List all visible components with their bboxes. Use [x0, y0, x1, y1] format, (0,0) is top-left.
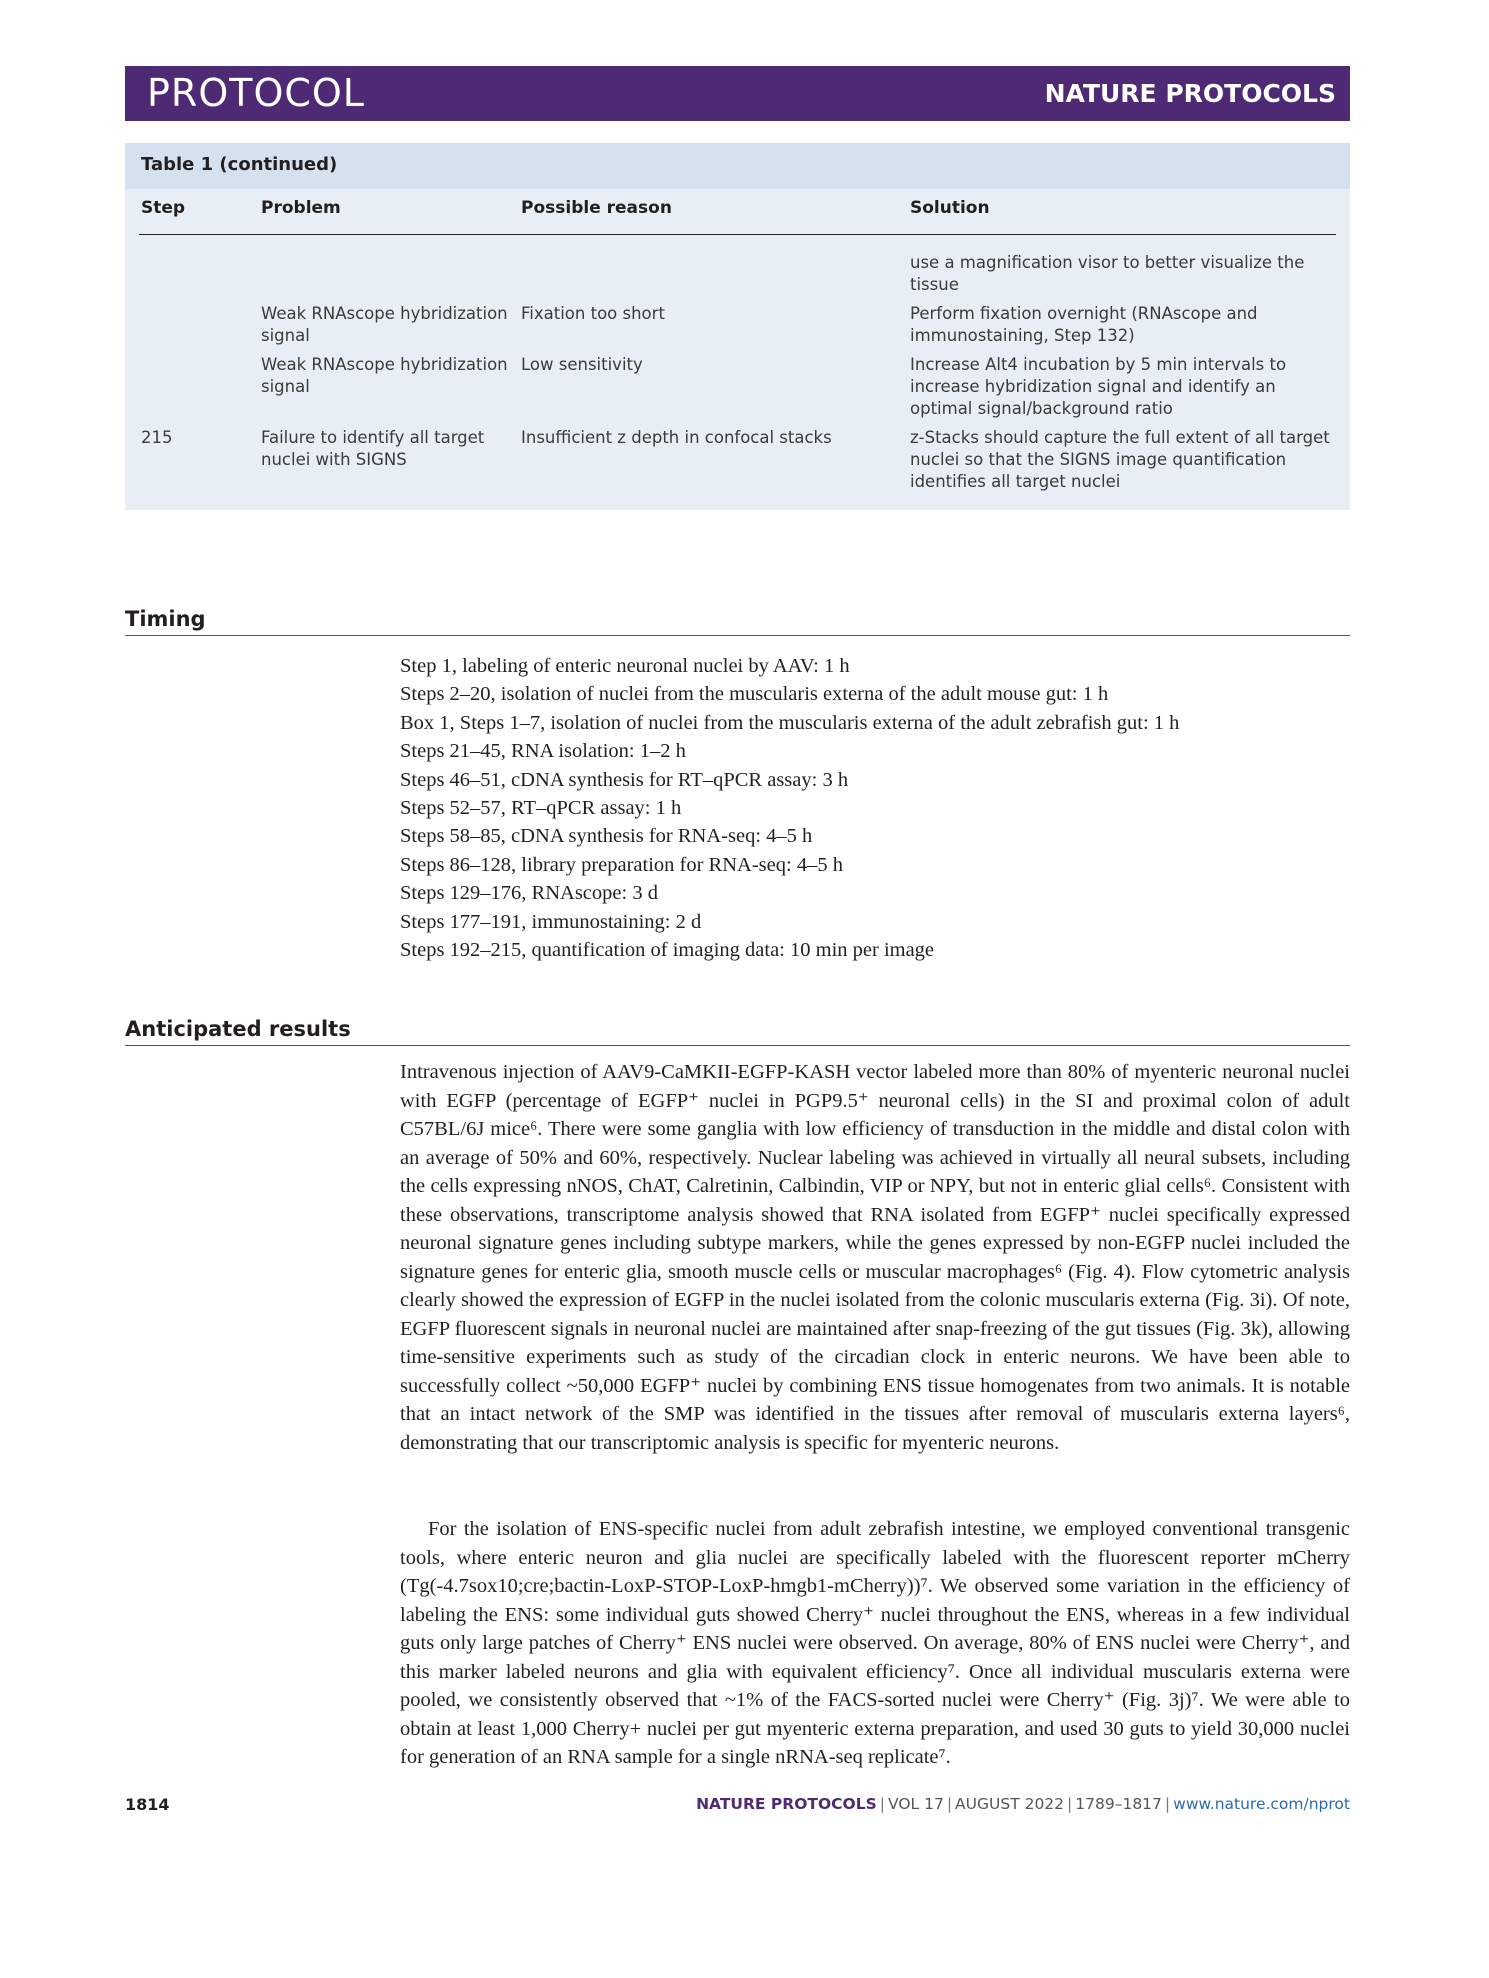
timing-list [400, 652, 1350, 964]
reason-cell: Insufficient z depth in confocal stacks [521, 428, 832, 447]
table-caption-bar [125, 143, 1350, 189]
column-header-step: Step [141, 198, 186, 218]
anticipated-results-heading-text: Anticipated results [125, 1017, 351, 1041]
solution-cell: z-Stacks should capture the full extent of all target nuclei so that the SIGNS image quantification identifies all target nuclei [910, 428, 1330, 491]
list-item: Steps 2–20, isolation of nuclei from the muscularis externa of the adult mouse gut: 1 h [400, 683, 1109, 706]
list-item: Step 1, labeling of enteric neuronal nuclei by AAV: 1 h [400, 655, 850, 677]
problem-cell: Weak RNAscope hybridization signal [261, 355, 508, 396]
results-paragraph-2: For the isolation of ENS-specific nuclei from adult zebrafish intestine, we employed conventional transgenic tools, where enteric neuron and glia nuclei are specifically labeled with the fluorescent reporter mCherry (Tg(-4.7sox10;cre;bactin-LoxP-STOP-LoxP-hmgb1-mCherry))⁷. We observed some variation in the efficiency of labeling the ENS: some individual guts showed Cherry⁺ nuclei throughout the ENS, whereas in a few individual guts only large patches of Cherry⁺ ENS nuclei were observed. On average, 80% of ENS nuclei were Cherry⁺, and this marker labeled neurons and glia with equivalent efficiency⁷. Once all individual muscularis externa were pooled, we consistently observed that ~1% of the FACS-sorted nuclei were Cherry⁺ (Fig. 3j)⁷. We were able to obtain at least 1,000 Cherry+ nuclei per gut myenteric externa preparation, and used 30 guts to yield 30,000 nuclei for generation of an RNA sample for a single nRNA-seq replicate⁷. [400, 1518, 1350, 1768]
footer-pages: 1789–1817 [1075, 1795, 1162, 1813]
list-item: Steps 21–45, RNA isolation: 1–2 h [400, 740, 686, 763]
column-header-solution: Solution [910, 198, 990, 218]
problem-cell: Weak RNAscope hybridization signal [261, 304, 508, 345]
header-banner [125, 66, 1350, 121]
solution-cell: use a magnification visor to better visualize the tissue [910, 253, 1305, 294]
list-item: Steps 58–85, cDNA synthesis for RNA-seq: 4–5 h [400, 825, 813, 848]
step-cell: 215 [141, 428, 173, 447]
list-item: Steps 129–176, RNAscope: 3 d [400, 882, 658, 905]
anticipated-results-heading [125, 1017, 1350, 1046]
timing-heading-text: Timing [125, 607, 206, 631]
footer-url-link[interactable]: www.nature.com/nprot [1173, 1795, 1350, 1813]
list-item: Steps 177–191, immunostaining: 2 d [400, 910, 702, 933]
list-item: Steps 86–128, library preparation for RNA-seq: 4–5 h [400, 853, 843, 876]
column-header-reason: Possible reason [521, 198, 672, 218]
section-label: PROTOCOL [147, 71, 365, 115]
list-item: Steps 46–51, cDNA synthesis for RT–qPCR assay: 3 h [400, 768, 849, 791]
footer-citation: NATURE PROTOCOLS | VOL 17 | AUGUST 2022 | 1789–1817 | www.nature.com/nprot [696, 1795, 1350, 1813]
list-item: Steps 52–57, RT–qPCR assay: 1 h [400, 797, 682, 820]
list-item: Steps 192–215, quantification of imaging data: 10 min per image [400, 939, 935, 962]
timing-heading [125, 607, 1350, 636]
troubleshooting-table [125, 143, 1350, 510]
reason-cell: Fixation too short [521, 304, 665, 323]
footer-date: AUGUST 2022 [955, 1795, 1065, 1813]
reason-cell: Low sensitivity [521, 355, 643, 374]
solution-cell: Perform fixation overnight (RNAscope and immunostaining, Step 132) [910, 304, 1258, 345]
footer-volume: VOL 17 [887, 1795, 944, 1813]
header-rule [139, 234, 1336, 235]
footer-journal: NATURE PROTOCOLS [696, 1795, 877, 1813]
list-item: Box 1, Steps 1–7, isolation of nuclei from the muscularis externa of the adult zebrafish gut: 1 h [400, 711, 1180, 734]
page-number: 1814 [125, 1795, 170, 1814]
journal-name: NATURE PROTOCOLS [1044, 79, 1336, 108]
table-caption: Table 1 (continued) [141, 154, 338, 175]
column-header-problem: Problem [261, 198, 341, 218]
solution-cell: Increase Alt4 incubation by 5 min intervals to increase hybridization signal and identify an optimal signal/background ratio [910, 355, 1287, 418]
problem-cell: Failure to identify all target nuclei with SIGNS [261, 428, 485, 469]
results-paragraph-1: Intravenous injection of AAV9-CaMKII-EGFP-KASH vector labeled more than 80% of myenteric neuronal nuclei with EGFP (percentage of EGFP⁺ nuclei in PGP9.5⁺ neuronal cells) in the SI and proximal colon of adult C57BL/6J mice⁶. There were some ganglia with low efficiency of transduction in the middle and distal colon with an average of 50% and 60%, respectively. Nuclear labeling was achieved in virtually all neural subsets, including the cells expressing nNOS, ChAT, Calretinin, Calbindin, VIP or NPY, but not in enteric glial cells⁶. Consistent with these observations, transcriptome analysis showed that RNA isolated from EGFP⁺ nuclei specifically expressed neuronal signature genes including subtype markers, while the genes expressed by non-EGFP nuclei included the signature genes for enteric glia, smooth muscle cells or muscular macrophages⁶ (Fig. 4). Flow cytometric analysis clearly showed the expression of EGFP in the nuclei isolated from the colonic muscularis externa (Fig. 3i). Of note, EGFP fluorescent signals in neuronal nuclei are maintained after snap-freezing of the gut tissues (Fig. 3k), allowing time-sensitive experiments such as study of the circadian clock in enteric neurons. We have been able to successfully collect ~50,000 EGFP⁺ nuclei by combining ENS tissue homogenates from two animals. It is notable that an intact network of the SMP was identified in the tissues after removal of muscularis externa layers⁶, demonstrating that our transcriptomic analysis is specific for myenteric neurons. [400, 1061, 1350, 1454]
